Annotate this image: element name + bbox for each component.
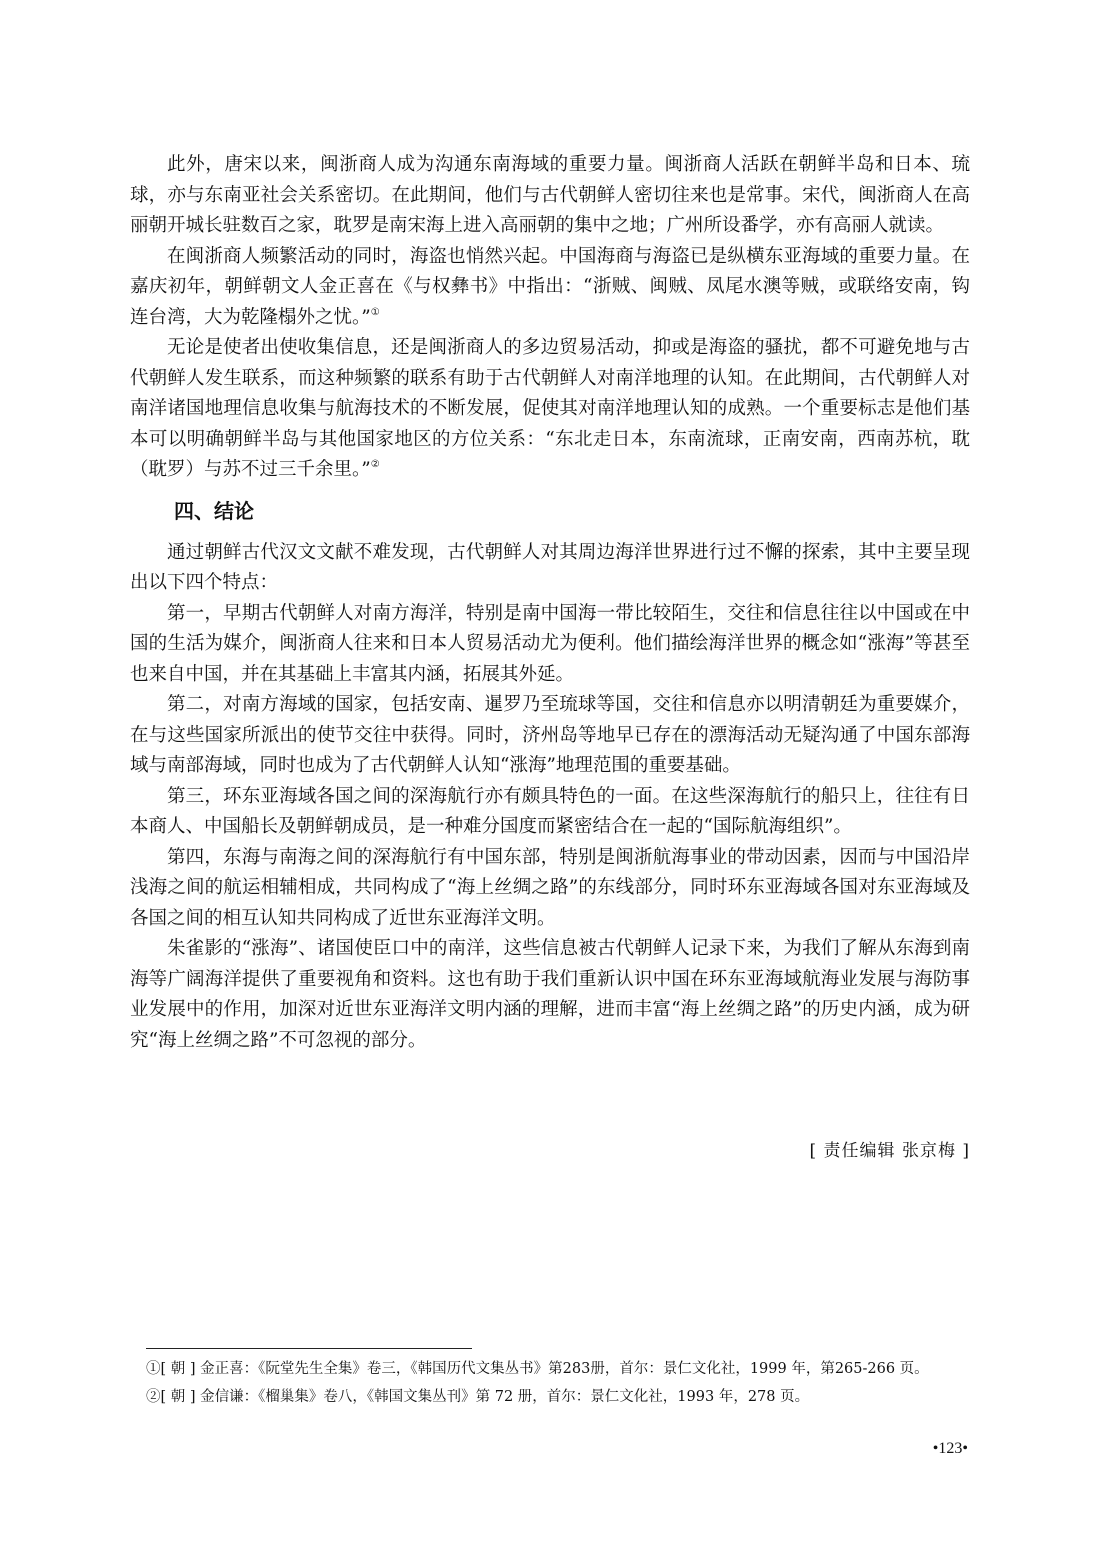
body-paragraph: 朱雀影的“涨海”、诸国使臣口中的南洋，这些信息被古代朝鲜人记录下来，为我们了解从东海到南海等广阔海洋提供了重要视角和资料。这也有助于我们重新认识中国在环东亚海域航海业发展与海防事业发展中的作用，加深对近世东亚海洋文明内涵的理解，进而丰富“海上丝绸之路”的历史内涵，成为研究“海上丝绸之路”不可忽视的部分。 <box>130 938 970 1051</box>
body-paragraph: 第三，环东亚海域各国之间的深海航行亦有颇具特色的一面。在这些深海航行的船只上，往往有日本商人、中国船长及朝鲜朝成员，是一种难分国度而紧密结合在一起的“国际航海组织”。 <box>130 785 970 837</box>
body-paragraph: 第一，早期古代朝鲜人对南方海洋，特别是南中国海一带比较陌生，交往和信息往往以中国或在中国的生活为媒介，闽浙商人往来和日本人贸易活动尤为便利。他们描绘海洋世界的概念如“涨海”等甚至也来自中国，并在其基础上丰富其内涵，拓展其外延。 <box>130 602 970 685</box>
section-heading: 四、结论 <box>174 498 254 523</box>
footnote-marker[interactable]: ① <box>370 306 380 318</box>
body-paragraph: 此外，唐宋以来，闽浙商人成为沟通东南海域的重要力量。闽浙商人活跃在朝鲜半岛和日本、琉球，亦与东南亚社会关系密切。在此期间，他们与古代朝鲜人密切往来也是常事。宋代，闽浙商人在高丽朝开城长驻数百之家，耽罗是南宋海上进入高丽朝的集中之地；广州所设番学，亦有高丽人就读。 <box>130 154 970 236</box>
footnote-divider <box>146 1348 472 1349</box>
article-body <box>130 150 970 1056</box>
footnotes <box>146 1355 986 1411</box>
footnote-marker[interactable]: ② <box>370 459 380 470</box>
body-paragraph: 无论是使者出使收集信息，还是闽浙商人的多边贸易活动，抑或是海盗的骚扰，都不可避免地与古代朝鲜人发生联系，而这种频繁的联系有助于古代朝鲜人对南洋地理的认知。在此期间，古代朝鲜人对南洋诸国地理信息收集与航海技术的不断发展，促使其对南洋地理认知的成熟。一个重要标志是他们基本可以明确朝鲜半岛与其他国家地区的方位关系：“东北走日本，东南流球，正南安南，西南苏杭，耽（耽罗）与苏不过三千余里。”② <box>130 337 970 480</box>
footnote: ②[ 朝 ] 金信谦：《榴巢集》卷八，《韩国文集丛刊》第 72 册，首尔：景仁文化社，1993 年，278 页。 <box>146 1389 810 1405</box>
page-number: •123• <box>932 1440 968 1457</box>
footnote: ①[ 朝 ] 金正喜：《阮堂先生全集》卷三，《韩国历代文集丛书》第283册，首尔：景仁文化社，1999 年，第265-266 页。 <box>146 1361 929 1377</box>
body-paragraph: 第二，对南方海域的国家，包括安南、暹罗乃至琉球等国，交往和信息亦以明清朝廷为重要媒介，在与这些国家所派出的使节交往中获得。同时，济州岛等地早已存在的漂海活动无疑沟通了中国东部海域与南部海域，同时也成为了古代朝鲜人认知“涨海”地理范围的重要基础。 <box>130 694 970 776</box>
body-paragraph: 在闽浙商人频繁活动的同时，海盗也悄然兴起。中国海商与海盗已是纵横东亚海域的重要力量。在嘉庆初年，朝鲜朝文人金正喜在《与权彝书》中指出：“浙贼、闽贼、凤尾水澳等贼，或联络安南，钩连台湾，大为乾隆榻外之忧。”① <box>130 245 970 328</box>
responsible-editor: [ 责任编辑 张京梅 ] <box>809 1141 970 1161</box>
body-paragraph: 第四，东海与南海之间的深海航行有中国东部，特别是闽浙航海事业的带动因素，因而与中国沿岸浅海之间的航运相辅相成，共同构成了“海上丝绸之路”的东线部分，同时环东亚海域各国对东亚海域及各国之间的相互认知共同构成了近世东亚海洋文明。 <box>130 846 970 929</box>
body-paragraph: 通过朝鲜古代汉文文献不难发现，古代朝鲜人对其周边海洋世界进行过不懈的探索，其中主要呈现出以下四个特点： <box>130 541 970 593</box>
